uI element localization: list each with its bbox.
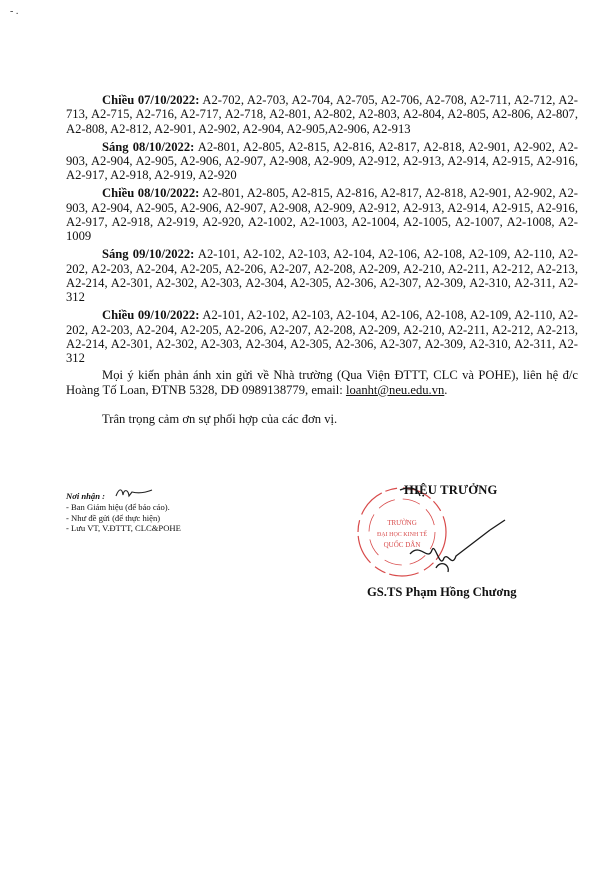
seal-text-line: ĐẠI HỌC KINH TẾ: [376, 532, 428, 538]
room-list: A2-801, A2-805, A2-815, A2-816, A2-817, A2-818, A2-901, A2-902, A2-903, A2-904, A2-905, A2-906, A2-907, A2-908, A2-909, A2-912, A2-913, A2-914, A2-915, A2-916, A2-917, A2-918, A2-919, A2-920: [66, 139, 578, 183]
seal-text-line: TRƯỜNG: [387, 519, 417, 527]
schedule-entry: [66, 308, 578, 366]
session-label: Sáng 08/10/2022:: [102, 139, 195, 154]
thanks-line: Trân trọng cảm ơn sự phối hợp của các đơn vị.: [102, 412, 338, 426]
recipient-item: - Lưu VT, V.ĐTTT, CLC&POHE: [66, 523, 181, 534]
contact-email-link[interactable]: loanht@neu.edu.vn: [345, 382, 445, 397]
handwritten-initials-icon: [114, 486, 154, 500]
session-label: Chiều 08/10/2022:: [102, 186, 200, 201]
contact-text: Mọi ý kiến phản ánh xin gửi về Nhà trường (Qua Viện ĐTTT, CLC và POHE), liên hệ đ/c Hoàng Tố Loan, ĐTNB 5328, DĐ 0989138779, email:: [66, 368, 578, 397]
seal-stamp-icon: [358, 488, 446, 576]
schedule-entry: [66, 140, 578, 183]
schedule-entry: [66, 247, 578, 305]
schedule-entry: [66, 186, 578, 244]
corner-mark: - .: [10, 6, 19, 17]
room-list: A2-101, A2-102, A2-103, A2-104, A2-106, A2-108, A2-109, A2-110, A2-202, A2-203, A2-204, A2-205, A2-206, A2-207, A2-208, A2-209, A2-210, A2-211, A2-212, A2-213, A2-214, A2-301, A2-302, A2-303, A2-304, A2-305, A2-306, A2-307, A2-309, A2-310, A2-311, A2-312: [66, 247, 578, 305]
signatory-title: HIỆU TRƯỞNG: [404, 483, 498, 497]
exam-room-schedule: [66, 93, 578, 369]
seal-text-line: QUỐC DÂN: [383, 541, 421, 549]
contact-paragraph: [66, 368, 578, 397]
signatory-name: GS.TS Phạm Hồng Chương: [367, 585, 517, 599]
contact-end: .: [444, 382, 448, 397]
schedule-entry: [66, 93, 578, 136]
session-label: Sáng 09/10/2022:: [102, 247, 195, 262]
room-list: A2-702, A2-703, A2-704, A2-705, A2-706, A2-708, A2-711, A2-712, A2-713, A2-715, A2-716, A2-717, A2-718, A2-801, A2-802, A2-803, A2-804, A2-805, A2-806, A2-807, A2-808, A2-812, A2-901, A2-902, A2-904, A2-905,A2-906, A2-913: [66, 93, 578, 136]
room-list: A2-801, A2-805, A2-815, A2-816, A2-817, A2-818, A2-901, A2-902, A2-903, A2-904, A2-905, A2-906, A2-907, A2-908, A2-909, A2-912, A2-913, A2-914, A2-915, A2-916, A2-917, A2-918, A2-919, A2-920, A2-1002, A2-1003, A2-1004, A2-1005, A2-1007, A2-1008, A2-1009: [66, 186, 578, 244]
recipient-item: - Như đề gửi (để thực hiện): [66, 512, 161, 523]
signature-stroke-icon: [400, 488, 505, 572]
session-label: Chiều 07/10/2022:: [102, 93, 200, 107]
recipient-item: - Ban Giám hiệu (để báo cáo).: [66, 501, 170, 512]
session-label: Chiều 09/10/2022:: [102, 308, 200, 323]
recipients-heading: Nơi nhận :: [66, 491, 105, 501]
room-list: A2-101, A2-102, A2-103, A2-104, A2-106, A2-108, A2-109, A2-110, A2-202, A2-203, A2-204, A2-205, A2-206, A2-207, A2-208, A2-209, A2-210, A2-211, A2-212, A2-213, A2-214, A2-301, A2-302, A2-303, A2-304, A2-305, A2-306, A2-307, A2-309, A2-310, A2-311, A2-312: [66, 308, 578, 366]
